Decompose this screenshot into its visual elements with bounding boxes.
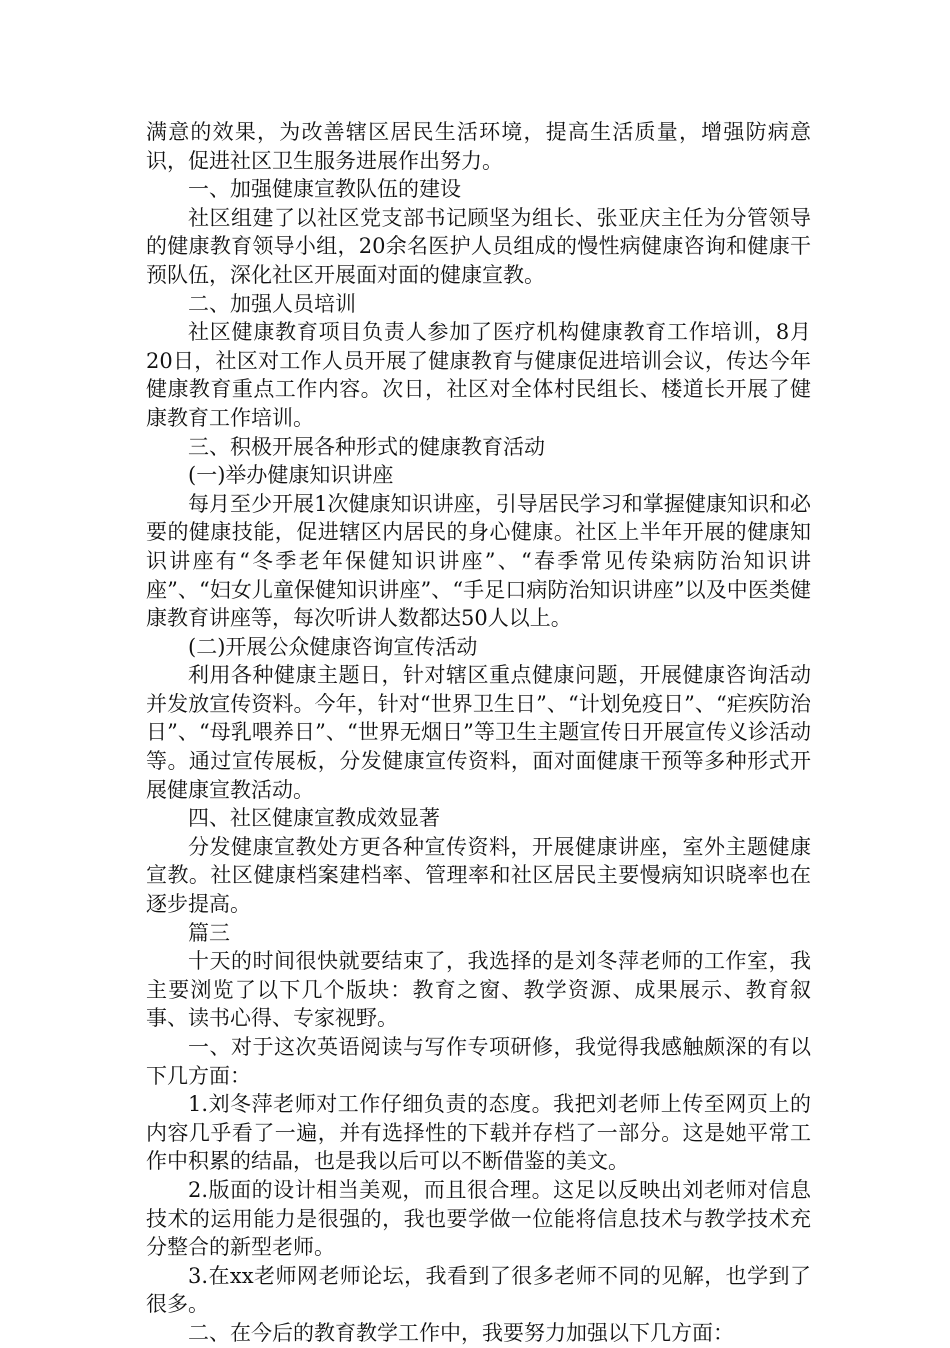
list-item: 1.刘冬萍老师对工作仔细负责的态度。我把刘老师上传至网页上的内容几乎看了一遍，并有选择性的下载并存档了一部分。这是她平常工作中积累的结晶，也是我以后可以不断借鉴的美文。 (146, 1092, 811, 1174)
part-heading: 篇三 (188, 920, 230, 945)
subsection-heading: (二)开展公众健康咨询宣传活动 (188, 634, 478, 659)
document-body (146, 118, 811, 1348)
list-item: 2.版面的设计相当美观，而且很合理。这足以反映出刘老师对信息技术的运用能力是很强的，我也要学做一位能将信息技术与教学技术充分整合的新型老师。 (146, 1177, 811, 1260)
body-paragraph: 分发健康宣教处方更各种宣传资料，开展健康讲座，室外主题健康宣教。社区健康档案建档率、管理率和社区居民主要慢病知识晓率也在逐步提高。 (146, 834, 811, 917)
section-heading: 一、加强健康宣教队伍的建设 (188, 177, 461, 202)
subsection-heading: (一)举办健康知识讲座 (188, 463, 394, 488)
section-heading: 一、对于这次英语阅读与写作专项研修，我觉得我感触颇深的有以下几方面： (146, 1035, 811, 1088)
section-heading: 四、社区健康宣教成效显著 (188, 806, 440, 831)
body-paragraph: 社区健康教育项目负责人参加了医疗机构健康教育工作培训，8月20日，社区对工作人员开展了健康教育与健康促进培训会议，传达今年健康教育重点工作内容。次日，社区对全体村民组长、楼道长开展了健康教育工作培训。 (146, 320, 811, 430)
body-paragraph: 十天的时间很快就要结束了，我选择的是刘冬萍老师的工作室，我主要浏览了以下几个版块：教育之窗、教学资源、成果展示、教育叙事、读书心得、专家视野。 (146, 949, 811, 1031)
section-heading: 三、积极开展各种形式的健康教育活动 (188, 434, 545, 459)
body-paragraph: 满意的效果，为改善辖区居民生活环境，提高生活质量，增强防病意识，促进社区卫生服务进展作出努力。 (146, 120, 811, 173)
list-item: 3.在xx老师网老师论坛，我看到了很多老师不同的见解，也学到了很多。 (146, 1263, 811, 1317)
body-paragraph: 社区组建了以社区党支部书记顾坚为组长、张亚庆主任为分管领导的健康教育领导小组，20余名医护人员组成的慢性病健康咨询和健康干预队伍，深化社区开展面对面的健康宣教。 (146, 205, 811, 287)
section-heading: 二、加强人员培训 (188, 291, 356, 316)
section-heading: 二、在今后的教育教学工作中，我要努力加强以下几方面： (188, 1320, 734, 1345)
body-paragraph: 利用各种健康主题日，针对辖区重点健康问题，开展健康咨询活动并发放宣传资料。今年，针对“世界卫生日”、“计划免疫日”、“疟疾防治日”、“母乳喂养日”、“世界无烟日”等卫生主题宣传日开展宣传义诊活动等。通过宣传展板，分发健康宣传资料，面对面健康干预等多种形式开展健康宣教活动。 (146, 663, 811, 802)
body-paragraph: 每月至少开展1次健康知识讲座，引导居民学习和掌握健康知识和必要的健康技能，促进辖区内居民的身心健康。社区上半年开展的健康知识讲座有“冬季老年保健知识讲座”、“春季常见传染病防治知识讲座”、“妇女儿童保健知识讲座”、“手足口病防治知识讲座”以及中医类健康教育讲座等，每次听讲人数都达50人以上。 (146, 491, 811, 631)
